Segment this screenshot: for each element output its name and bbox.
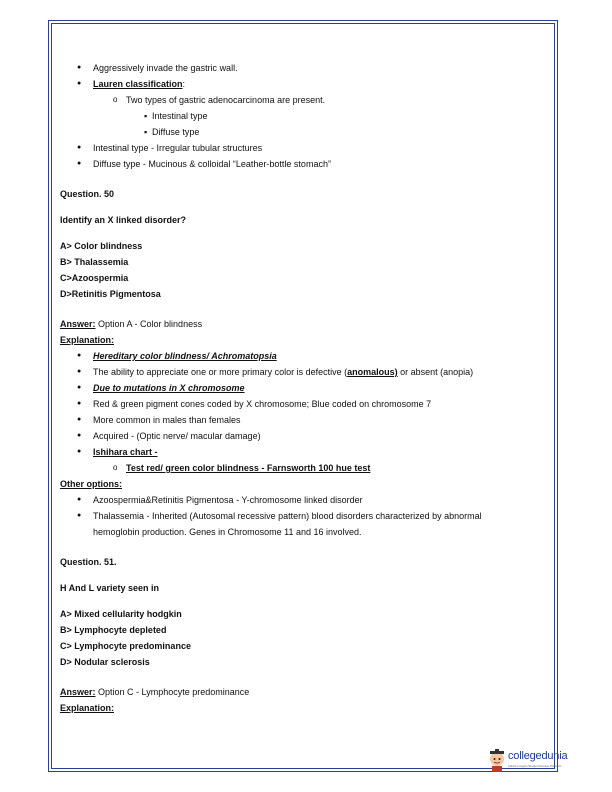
mascot-icon <box>488 748 506 772</box>
question-text: Identify an X linked disorder? <box>60 215 187 225</box>
bullet-item: ● Due to mutations in X chromosome <box>60 380 540 396</box>
bullet-item: ● Intestinal type - Irregular tubular structures <box>60 140 540 156</box>
sub-bullet-item: o Test red/ green color blindness - Farnsworth 100 hue test <box>60 460 540 476</box>
option-d: D>Retinitis Pigmentosa <box>60 289 161 299</box>
collegedunia-logo <box>488 748 568 774</box>
explanation-label: Explanation: <box>60 335 115 345</box>
option-a: A> Mixed cellularity hodgkin <box>60 609 182 619</box>
logo-tagline: India's Largest Student Review Platform <box>508 764 562 768</box>
option-c: C>Azoospermia <box>60 273 129 283</box>
question-title: Question. 51. <box>60 557 117 567</box>
sub-sub-bullet-item: ▪ Intestinal type <box>60 108 540 124</box>
lauren-heading: Lauren classification <box>93 79 183 89</box>
bullet-item: ● Aggressively invade the gastric wall. <box>60 60 540 76</box>
option-c: C> Lymphocyte predominance <box>60 641 191 651</box>
option-b: B> Lymphocyte depleted <box>60 625 167 635</box>
option-d: D> Nodular sclerosis <box>60 657 150 667</box>
logo-wordmark: collegedunia <box>508 750 568 762</box>
question-text: H And L variety seen in <box>60 583 160 593</box>
bullet-item: ● Diffuse type - Mucinous & colloidal “Leather-bottle stomach” <box>60 156 540 172</box>
bullet-item: ● Lauren classification: <box>60 76 540 92</box>
document-body <box>60 60 540 716</box>
explanation-label: Explanation: <box>60 703 115 713</box>
other-options-label: Other options: <box>60 479 122 489</box>
sub-bullet-item: o Two types of gastric adenocarcinoma are present. <box>60 92 540 108</box>
bullet-item: ● Acquired - (Optic nerve/ macular damage) <box>60 428 540 444</box>
bullet-continuation: hemoglobin production. Genes in Chromosome 11 and 16 involved. <box>93 527 362 537</box>
answer-line: Answer: Option A - Color blindness <box>60 319 203 329</box>
bullet-item: ● The ability to appreciate one or more primary color is defective (anomalous) or absent (anopia) <box>60 364 540 380</box>
option-a: A> Color blindness <box>60 241 143 251</box>
bullet-item: ● More common in males than females <box>60 412 540 428</box>
bullet-item: ● Ishihara chart - <box>60 444 540 460</box>
option-b: B> Thalassemia <box>60 257 129 267</box>
bullet-item: ● Hereditary color blindness/ Achromatopsia <box>60 348 540 364</box>
answer-line: Answer: Option C - Lymphocyte predominance <box>60 687 250 697</box>
bullet-item: ● Red & green pigment cones coded by X chromosome; Blue coded on chromosome 7 <box>60 396 540 412</box>
question-title: Question. 50 <box>60 189 115 199</box>
bullet-item: ● Thalassemia - Inherited (Autosomal recessive pattern) blood disorders characterized by abnormal <box>60 508 540 524</box>
bullet-item: ● Azoospermia&Retinitis Pigmentosa - Y-chromosome linked disorder <box>60 492 540 508</box>
sub-sub-bullet-item: ▪ Diffuse type <box>60 124 540 140</box>
